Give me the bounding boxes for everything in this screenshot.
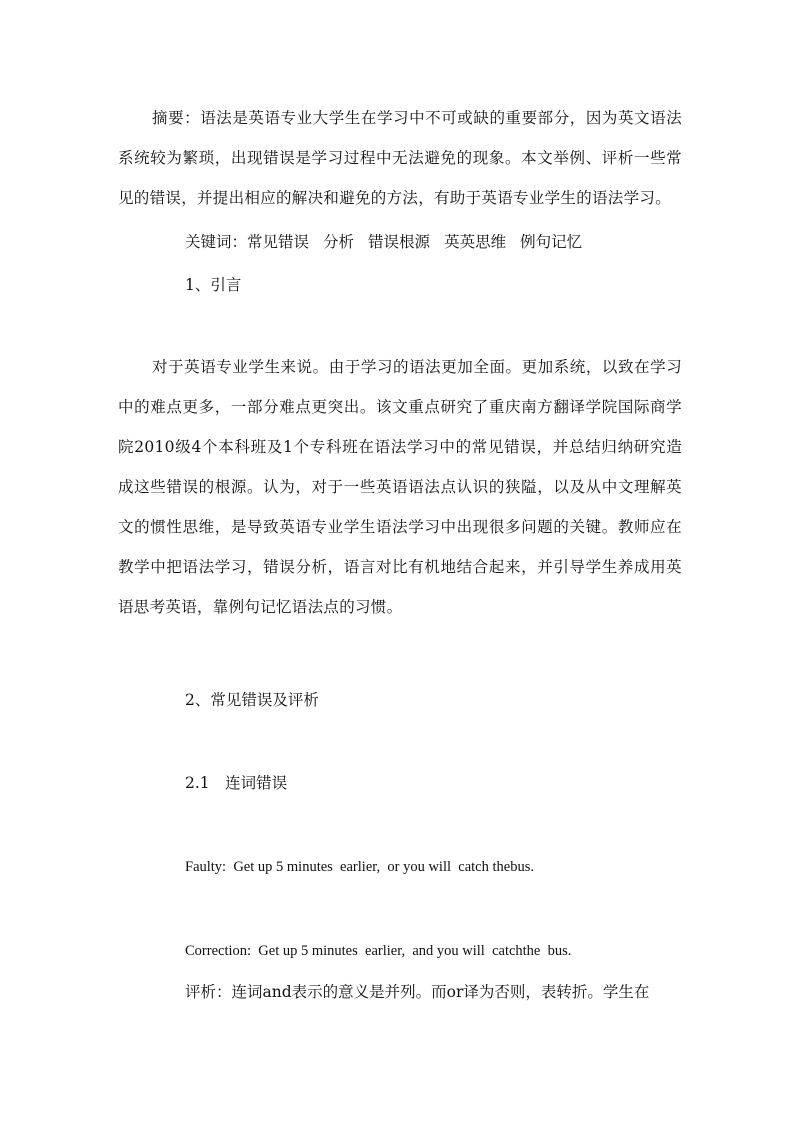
subsection-heading-conjunction: 2.1 连词错误	[185, 774, 288, 792]
section-heading-intro: 1、引言	[185, 276, 242, 294]
keyword-item: 错误根源	[368, 233, 431, 251]
keyword-item: 分析	[323, 233, 355, 251]
intro-paragraph: 对于英语专业学生来说。由于学习的语法更加全面。更加系统，以致在学习中的难点更多，一部分难点更突出。该文重点研究了重庆南方翻译学院国际商学院2010级4个本科班及1个专科班在语法学习中的常见错误，并总结归纳研究造成这些错误的根源。认为，对于一些英语语法点认识的狭隘，以及从中文理解英文的惯性思维，是导致英语专业学生语法学习中出现很多问题的关键。教师应在教学中把语法学习，错误分析，语言对比有机地结合起来，并引导学生养成用英语思考英语，靠例句记忆语法点的习惯。	[118, 358, 682, 616]
keywords-line	[185, 230, 582, 254]
section-heading-errors: 2、常见错误及评析	[185, 691, 319, 709]
keyword-item: 例句记忆	[520, 233, 583, 251]
correction-example: Correction: Get up 5 minutes earlier, and you will catchthe bus.	[185, 943, 572, 959]
abstract-paragraph: 摘要：语法是英语专业大学生在学习中不可或缺的重要部分，因为英文语法系统较为繁琐，出现错误是学习过程中无法避免的现象。本文举例、评析一些常见的错误，并提出相应的解决和避免的方法，有助于英语专业学生的语法学习。	[118, 109, 682, 207]
faulty-example: Faulty: Get up 5 minutes earlier, or you will catch thebus.	[185, 859, 534, 875]
keyword-item: 英英思维	[444, 233, 507, 251]
keyword-item: 常见错误	[247, 233, 310, 251]
analysis-text: 评析：连词and表示的意义是并列。而or译为否则，表转折。学生在	[185, 983, 650, 1001]
keywords-label: 关键词：	[185, 233, 248, 251]
